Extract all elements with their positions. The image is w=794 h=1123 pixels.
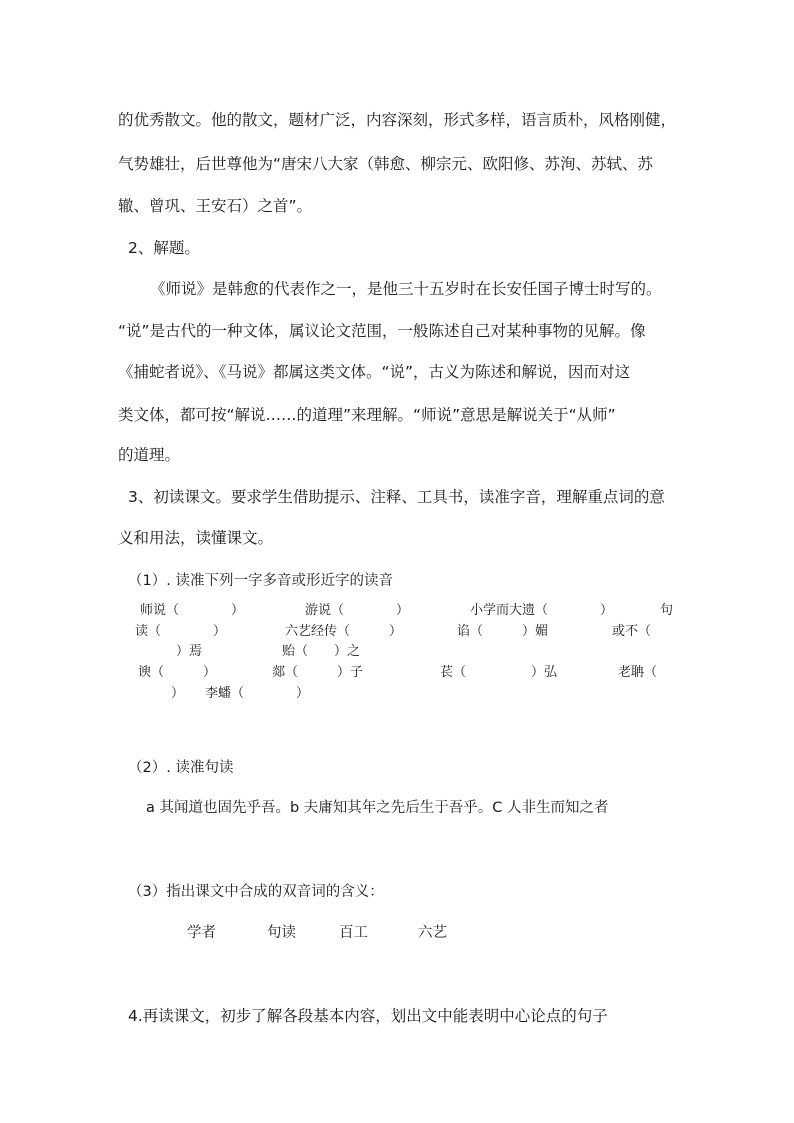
compound-word: 百工: [339, 925, 368, 941]
bio-line-3: 辙、曾巩、王安石）之首”。: [118, 197, 313, 215]
sub-1-heading: （1）. 读准下列一字多音或形近字的读音: [128, 573, 393, 589]
pronunciation-item: 师说（ ）: [140, 603, 245, 618]
section-2-line-1: 《师说》是韩愈的代表作之一，是他三十五岁时在长安任国子博士时写的。: [150, 280, 662, 298]
pronunciation-item: 郯（ ）子: [272, 665, 364, 680]
pronunciation-item: 六艺经传（ ）: [285, 624, 403, 639]
bio-line-2: 气势雄壮，后世尊他为“唐宋八大家（韩愈、柳宗元、欧阳修、苏洵、苏轼、苏: [118, 155, 654, 173]
pronunciation-item: 老聃（: [618, 665, 658, 680]
compound-word: 六艺: [418, 925, 447, 941]
section-3-line-1: 3、初读课文。要求学生借助提示、注释、工具书，读准字音，理解重点词的意: [128, 488, 665, 506]
pronunciation-item: 贻（ ）之: [282, 644, 361, 659]
pronunciation-item: 苌（ ）弘: [440, 665, 558, 680]
pronunciation-item: 或不（: [612, 624, 652, 639]
section-2-line-2: “说”是古代的一种文体，属议论文范围，一般陈述自己对某种事物的见解。像: [118, 322, 646, 340]
sub-2-sentences: a 其闻道也固先乎吾。b 夫庸知其年之先后生于吾乎。C 人非生而知之者: [146, 800, 609, 816]
section-2-heading: 2、解题。: [128, 239, 200, 257]
bio-line-1: 的优秀散文。他的散文，题材广泛，内容深刻，形式多样，语言质朴，风格刚健，: [118, 111, 677, 129]
pronunciation-item: 游说（ ）: [305, 603, 410, 618]
pronunciation-item: 谄（ ）媚: [457, 624, 549, 639]
section-2-line-3: 《捕蛇者说》、《马说》都属这类文体。“说”，古义为陈述和解说，因而对这: [118, 363, 631, 381]
pronunciation-item: 谀（ ）: [138, 665, 217, 680]
section-3-line-2: 义和用法，读懂课文。: [118, 529, 274, 547]
pronunciation-item: 句: [660, 603, 674, 618]
section-2-line-5: 的道理。: [118, 446, 181, 464]
section-2-line-4: 类文体，都可按“解说……的道理”来理解。“师说”意思是解说关于“从师”: [118, 406, 616, 424]
sub-2-heading: （2）. 读准句读: [128, 760, 234, 776]
pronunciation-item: 李蟠（ ）: [205, 686, 310, 701]
sub-3-heading: （3）指出课文中合成的双音词的含义：: [128, 884, 384, 900]
pronunciation-item: 读（ ）: [135, 624, 227, 639]
pronunciation-item: 小学而大遗（ ）: [470, 603, 614, 618]
pronunciation-item: ）焉: [176, 644, 203, 659]
compound-word: 句读: [267, 925, 296, 941]
section-4-line-1: 4.再读课文，初步了解各段基本内容，划出文中能表明中心论点的句子: [128, 1007, 608, 1025]
compound-word: 学者: [187, 925, 216, 941]
pronunciation-item: ）: [171, 686, 185, 701]
